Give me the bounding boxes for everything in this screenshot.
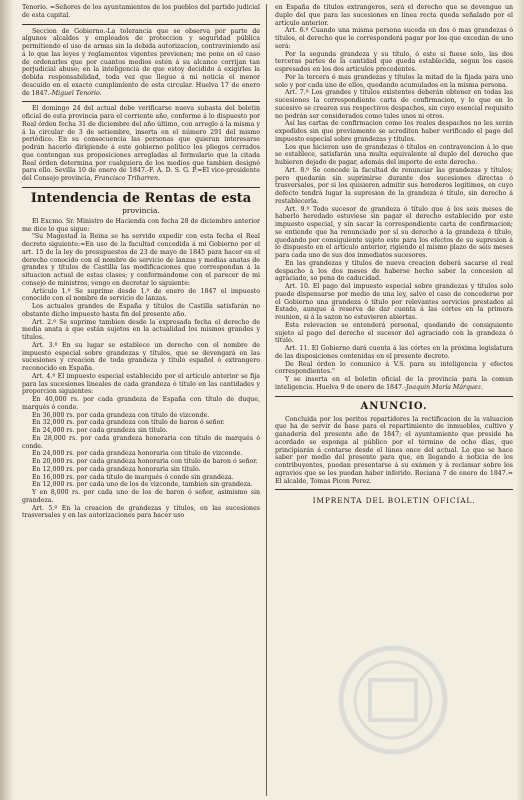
tariff-item: En 24,000 rs. por cada grandeza sin título.	[32, 427, 168, 434]
decree-paragraph: En las grandezas y títulos de nueva creacion deberá sacarse el real despacho á los dos meses de haberse hecho saber la concesion al agraciado, so pena de caducidad.	[275, 259, 513, 283]
decree-article: Art. 6.º Cuando una misma persona suceda en dos ó mas grandezas ó títulos, el derecho que le corresponderá pagar por los que excedan de uno será:	[275, 27, 513, 50]
signature: Francisco Tribarren.	[94, 175, 160, 182]
decree-article: Art. 10. El pago del impuesto especial sobre grandezas y títulos solo puede dispensarse por medio de una ley, salvo el caso de concederse por el Gobierno una grandeza ó título por relevantes servicios prestados al Estado, aunque á reserva de dar cuenta á las córtes en la primera reunion, si á la sazon no estuvieren abiertas.	[275, 283, 513, 321]
decree-article: Art. 7.º Los grandes y títulos existentes deberán obtener en todas las sucesiones la correspondiente carta de confirmacion, y lo que en lo sucesivo se crearen sus respectivos despachos, sin cuyo esencial requisito no podrán ser considerados como tales unos ni otros.	[275, 89, 513, 120]
anuncio-heading: ANUNCIO.	[360, 400, 428, 412]
notice-header: Tenorio. =Señores de los ayuntamientos de los pueblos del partido judicial de esta capital.	[22, 4, 260, 19]
decree-paragraph: De Real órden lo comunico á V.S. para su inteligencia y efectos correspondientes."	[275, 360, 513, 376]
section-separator	[22, 24, 260, 25]
tariff-item: En 32,000 rs. por cada grandeza con título de baron ó señor.	[32, 419, 225, 427]
subasta-paragraph: El domingo 24 del actual debe verificarse nueva subasta del boletin oficial de esta provincia para el corriente año, conforme á lo dispuesto por Real órden fecha 31 de diciembre del año último, con arreglo á la misma y á la circular de 3 de setiembre, inserta en el número 291 del mismo periódico. En su consecuencia las personas que quieran interesarse podrán hacerlo dirigiendo á este gobierno político los pliegos cerrados que contengan sus proposiciones arregladas al formulario que la citada Real órden determina por cualquiera de los medios que tambien designó para ello. Sevilla 10 de enero de 1847.-F. A. D. S. G. P.=El vice-presidente del Consejo provincia, Francisco Tribarren.	[22, 105, 260, 182]
decree-article: Art. 4.º El impuesto especial establecido por el artículo anterior se fija para las sucesiones lineales de cada grandeza ó título en las cantidades y proporcion siguientes:	[22, 372, 260, 396]
signature: El alcalde, Tomas Picon Perez.	[275, 477, 372, 485]
decree-article: Art. 5.º En la creacion de grandezas y títulos, en las sucesiones trasversales y en las autorizaciones para hacer uso	[22, 504, 260, 520]
left-column	[22, 4, 260, 520]
tariff-item: En 40,000 rs. por cada grandeza de España con título de duque, marqués ó conde.	[22, 396, 260, 411]
imprenta-footer: IMPRENTA DEL BOLETIN OFICIAL.	[312, 496, 476, 506]
decree-paragraph: "Su Magestad la Reina se ha servido expedir con esta fecha el Real decreto siguiente:=En uso de la facultad concedida á mi Gobierno por el art. 15 de la ley de presupuestos de 23 de mayo de 1845 para hacer en el derecho conocido con el nombre de servicio de lanzas y medias anatas de grandes y títulos de Castilla las modificaciones que correspondan á la situacion actual de estas clases; y conformándome con el parecer de mi consejo de ministros, vengo en decretar lo siguiente:	[22, 233, 260, 287]
decree-paragraph: en España de títulos extrangeros, será el derecho que se devengue un duplo del que para las sucesiones en línea recta queda señalado por el artículo anterior.	[275, 4, 513, 27]
intendencia-subheading: provincia.	[122, 205, 160, 215]
right-column	[275, 4, 513, 505]
section-separator	[22, 101, 260, 102]
decree-article: Artículo 1.º Se suprime desde 1.º de enero de 1847 el impuesto conocido con el nombre de servicio de lanzas.	[22, 287, 260, 303]
section-separator	[275, 396, 513, 397]
signature: Miguel Tenorio.	[51, 89, 102, 97]
page-edge-shadow	[516, 0, 524, 800]
anuncio-paragraph: Concluida por los peritos repartidores la rectificacion de la valuacion que ha de servir de base para el repartimiento de inmuebles, cultivo y ganadería del presente año de 1847; el ayuntamiento que preside ha acordado se esponga al público por el término de ocho días, que principiarán á contarse desde el lúnes once del actual. Lo que se hace saber por medio del presente para que, en llegando á noticia de los contribuyentes, puedan presentarse á su exámen y á reclamar sobre los agravios que se les puedan haber inferido. Rociana 7 de enero de 1847.= El alcalde, Tomas Picon Perez.	[275, 415, 513, 485]
page-gutter-shadow	[0, 0, 14, 800]
seccion-gobierno-paragraph: Seccion de Gobierno.-La tolerancia que se observa por parte de algunos alcaldes y empleados de proteccion y seguridad pública permitiendo el uso de armas sin la debida autorizacion, contraviniendo así á lo que las leyes y reglamentos vigentes previenen; me pone en el caso de ordenarles que por cuantos medios estén á su alcance corrijan tan perjudicial abuso; en la inteligencia de que estoy decidido á exigirles la debida responsabilidad, toda vez que llegue á mi noticia el menor descuido en el exacto cumplimiento de esta circular. Huelva 17 de enero de 1847.-Miguel Tenorio.	[22, 27, 260, 97]
section-separator	[22, 187, 260, 188]
decree-article: Art. 2.º Se suprime tambien desde la expresada fecha el derecho de media anata á que están sujetos en la actualidad los mismos grandes y títulos.	[22, 318, 260, 341]
decree-paragraph: Esta relevacion se entenderá personal, quedando de consiguiente sujeto al pago del derecho el sucesor del agraciado con la grandeza ó título.	[275, 321, 513, 345]
tariff-item: En 36,000 rs. por cada grandeza con título de vizconde.	[32, 411, 210, 419]
decree-closing: Y se inserta en el boletin oficial de la provincia para la comun inteligencia. Huelva 9 de enero de 1847.-Joaquin María Márquez.	[275, 376, 513, 391]
tariff-item: En 16,000 rs. por cada título de marqués ó conde sin grandeza.	[32, 473, 234, 481]
decree-paragraph: El Excmo. Sr. Ministro de Hacienda con fecha 28 de diciembre anterior me dice lo que sigue:	[22, 217, 260, 233]
library-watermark-seal	[318, 640, 468, 760]
decree-article: Art. 9.º Todo sucesor de grandeza ó título que á los seis meses de haberlo heredado estuviese sin pagar el derecho establecido por este impuesto especial, y sin sacar la correspondiente carta de confirmacion; se entiende que ha renunciado por sí su derecho á la grandeza ó título, quedando por consiguiente sujeto este para los efectos de su supresion á lo dispuesto en el artículo anterior, rigiendo el mismo plazo de seis meses para cada uno de sus dos inmediatos sucesores.	[275, 205, 513, 259]
tariff-item: En 12,000 rs. por cada uno de los de vizconde, tambien sin grandeza.	[32, 481, 253, 489]
decree-paragraph: Los actuales grandes de España y títulos de Castilla satisfarán no obstante dicho impuesto hasta fin del presente año.	[22, 303, 260, 318]
tariff-item: Y en 8,000 rs. por cada uno de los de baron ó señor, asimismo sin grandeza.	[22, 489, 260, 504]
decree-article: Art. 11. El Gobierno dará cuenta á las córtes en la próxima legislatura de las disposiciones contenidas en el presente decreto.	[275, 345, 513, 360]
decree-article: Art. 8.º Se concede la facultad de renunciar las grandezas y títulos; pero quedarán sin suprimirse durante dos sucesiones directas ó trasversales, por si los quisieren admitir sus herederos legítimos, en cuyo defecto tendrá lugar la supresion de la grandeza ó título, sin derecho á restablecerla.	[275, 166, 513, 205]
decree-paragraph: Así las cartas de confirmacion como los reales despachos no les serán expedidos sin que previamente se acrediten haber verificado el pago del impuesto especial sobre grandezas y títulos.	[275, 120, 513, 143]
tariff-item: En 28,000 rs. por cada grandeza honoraria con título de marqués ó conde.	[22, 434, 260, 450]
tariff-item: En 20,000 rs. por cada grandeza honoraria con título de baron ó señor.	[32, 458, 258, 465]
decree-paragraph: Por la tercera ó mas grandezas y títulos la mitad de la fijada para uno solo y por cada uno de ellos, quedando acumulados en la misma persona.	[275, 73, 513, 89]
tariff-item: En 12,000 rs. por cada grandeza honoraria sin título.	[32, 465, 201, 473]
decree-paragraph: Por la segunda grandeza y su título, ó este si fuese solo, las dos terceras partes de la cantidad que queda establecida, segun los casos espresados en los dos artículos precedentes.	[275, 50, 513, 73]
intendencia-heading: Intendencia de Rentas de esta	[30, 190, 252, 206]
tariff-item: En 24,000 rs. por cada grandeza honoraria con título de vizconde.	[32, 450, 243, 458]
section-separator	[275, 489, 513, 490]
column-divider	[266, 4, 267, 796]
signature: Joaquin María Márquez.	[406, 383, 484, 391]
decree-paragraph: Los que hicieren uso de grandezas ó títulos en contravencion á lo que se establece, satisfarán una multa equivalente al duplo del derecho que hubieren dejado de pagar, además del importe de este derecho.	[275, 143, 513, 166]
decree-article: Art. 3.º En su lugar se establece un derecho con el nombre de impuesto especial sobre grandezas y títulos, que se devengará en las sucesiones y creacion de toda grandeza y título español ó extrangero reconocido en España.	[22, 341, 260, 372]
